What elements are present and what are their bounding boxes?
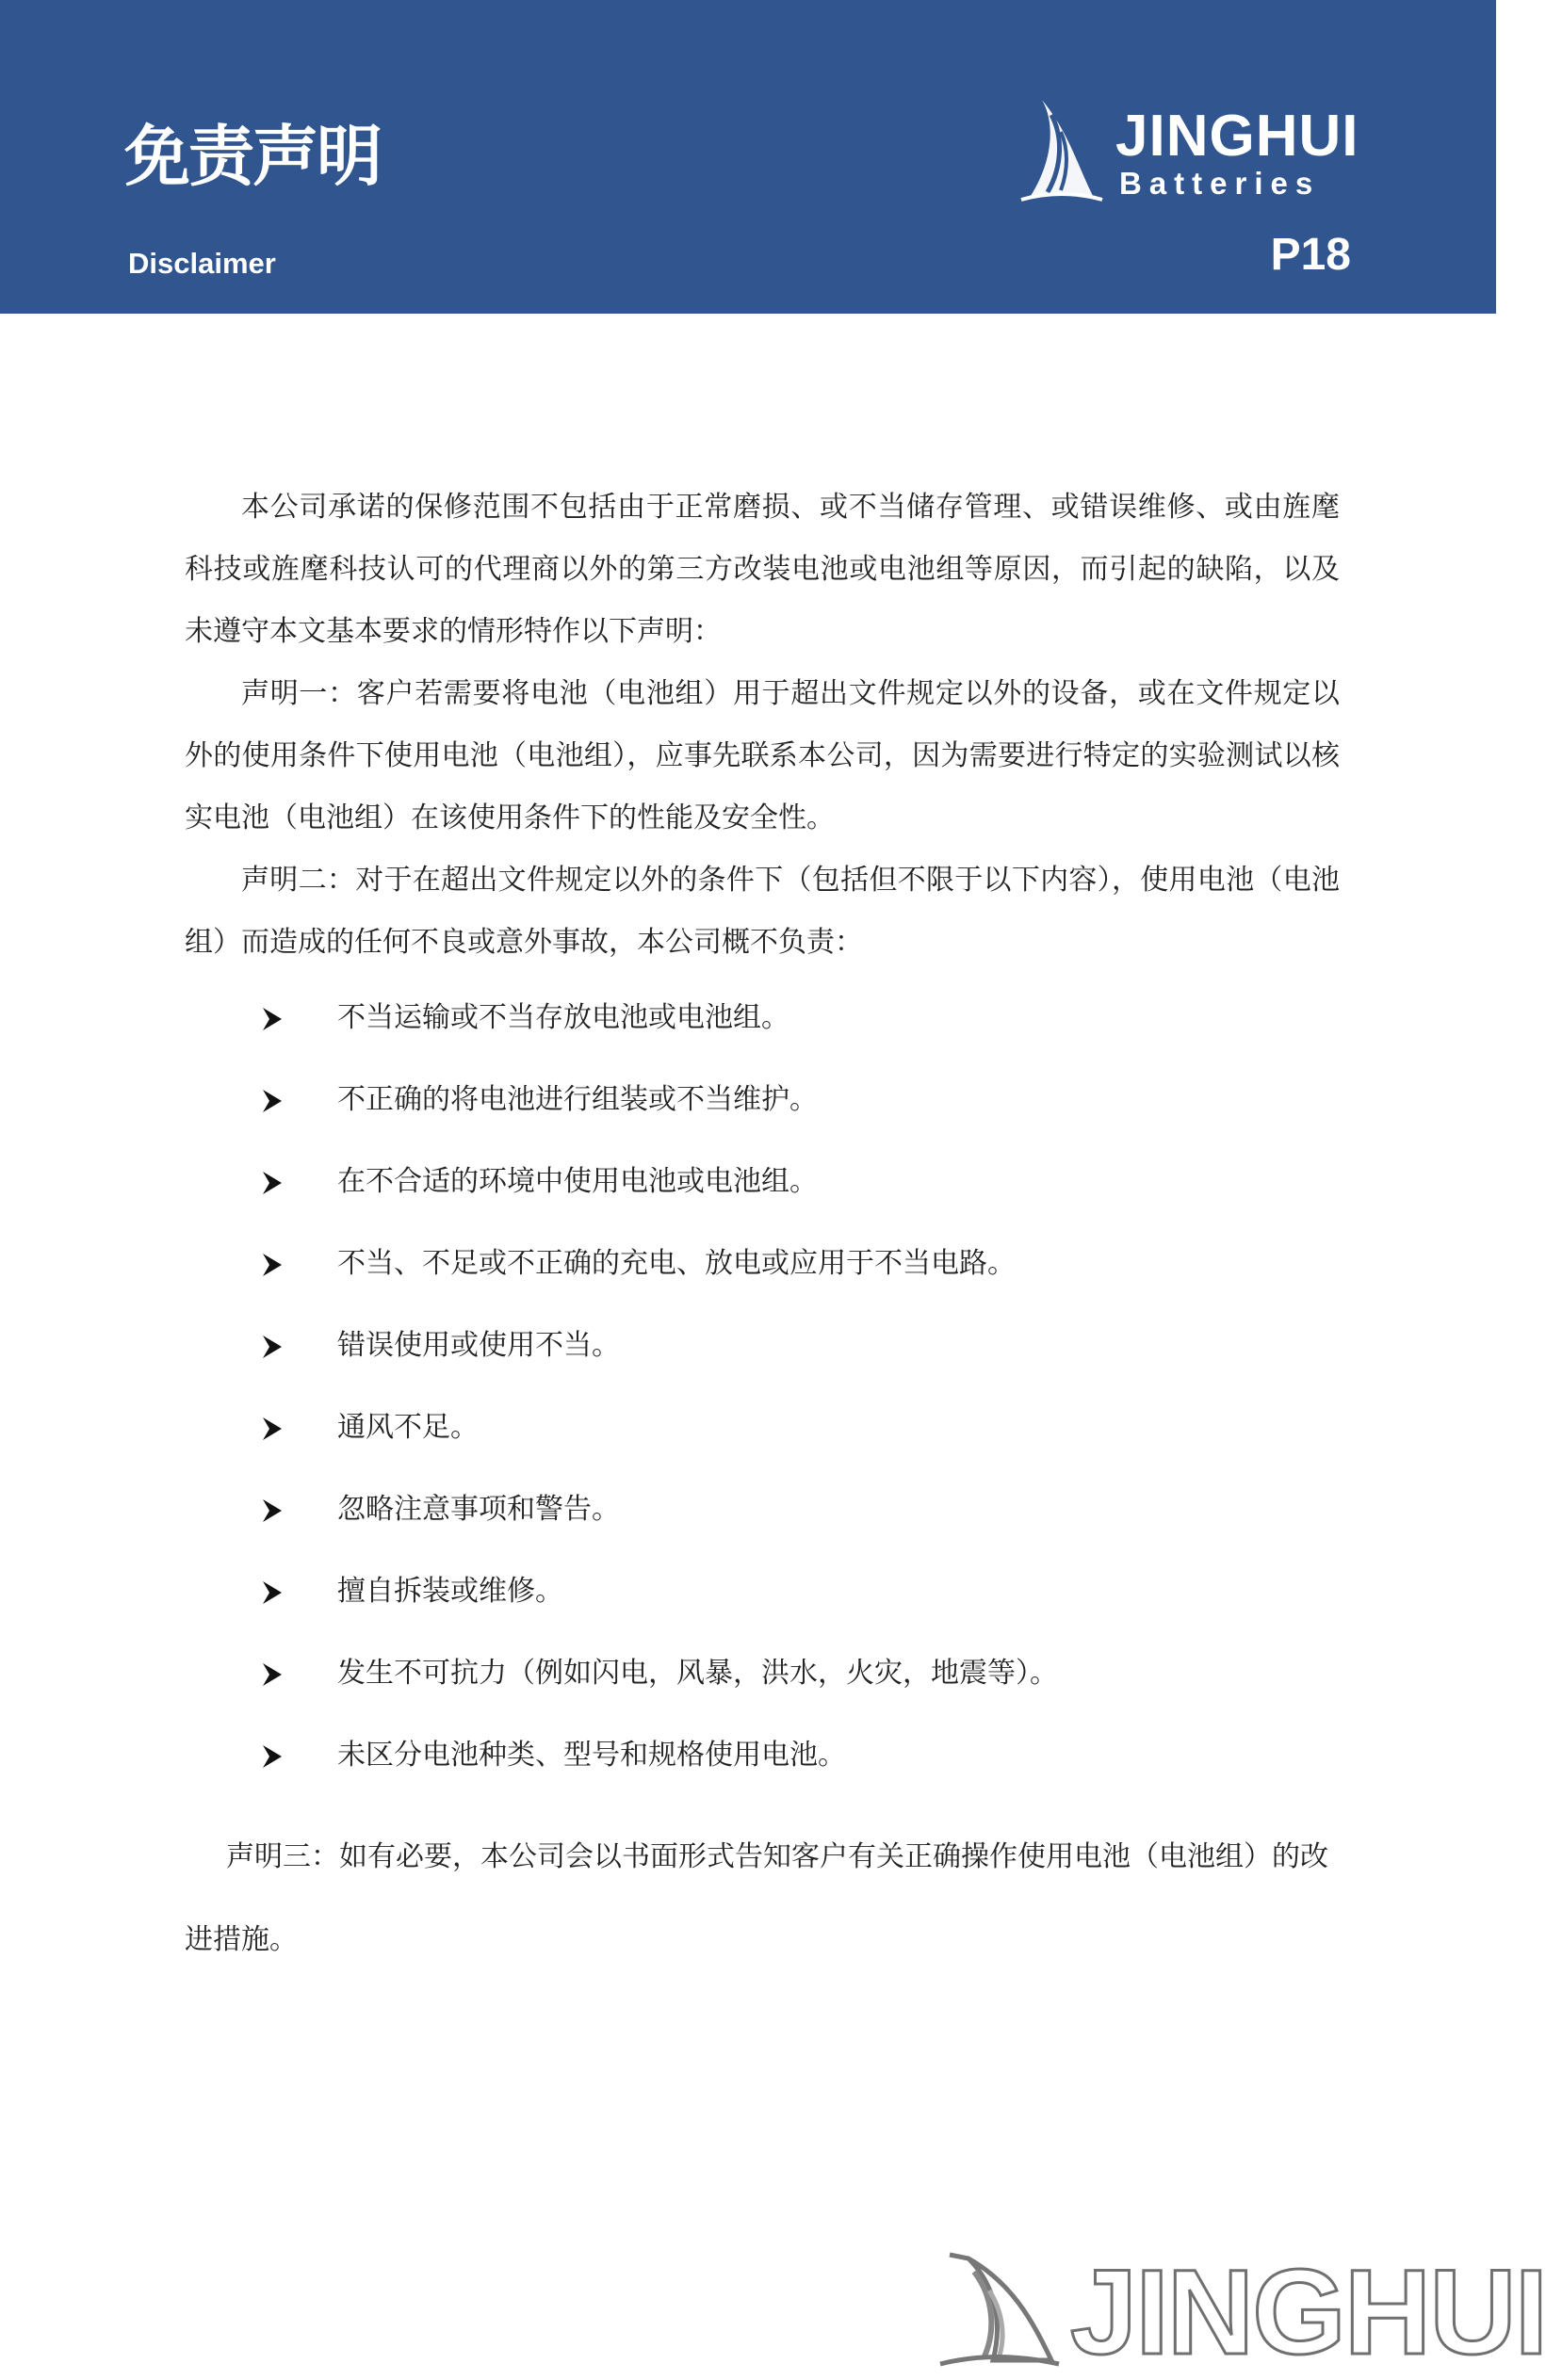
list-item xyxy=(185,1724,1340,1806)
list-item xyxy=(185,1561,1340,1643)
list-item xyxy=(185,1233,1340,1315)
list-item-text: 在不合适的环境中使用电池或电池组。 xyxy=(337,1165,818,1198)
chevron-right-icon xyxy=(260,1498,285,1524)
list-item xyxy=(185,987,1340,1069)
condition-list xyxy=(185,987,1340,1806)
list-item-text: 不当运输或不当存放电池或电池组。 xyxy=(337,1001,789,1034)
list-item xyxy=(185,1069,1340,1151)
list-item xyxy=(185,1397,1340,1479)
page-title: 免责声明 xyxy=(124,118,381,195)
page-number: P18 xyxy=(1270,230,1351,280)
footer-brand-name: JINGHUI xyxy=(1070,2245,1546,2380)
brand-name: JINGHUI xyxy=(1115,104,1359,169)
list-item-text: 不正确的将电池进行组装或不当维护。 xyxy=(337,1083,818,1116)
sailboat-logo-icon xyxy=(1010,94,1104,207)
list-item-text: 未区分电池种类、型号和规格使用电池。 xyxy=(337,1739,846,1772)
chevron-right-icon xyxy=(260,1170,285,1196)
list-item xyxy=(185,1643,1340,1724)
statement-3: 声明三：如有必要，本公司会以书面形式告知客户有关正确操作使用电池（电池组）的改进措施。 xyxy=(185,1840,1328,1956)
chevron-right-icon xyxy=(260,1661,285,1688)
intro-paragraph: 本公司承诺的保修范围不包括由于正常磨损、或不当储存管理、或错误维修、或由旌麾科技或旌麾科技认可的代理商以外的第三方改装电池或电池组等原因，而引起的缺陷，以及未遵守本文基本要求的情形特作以下声明： xyxy=(185,491,1340,648)
statement-2: 声明二：对于在超出文件规定以外的条件下（包括但不限于以下内容），使用电池（电池组）而造成的任何不良或意外事故，本公司概不负责： xyxy=(185,864,1340,959)
chevron-right-icon xyxy=(260,1416,285,1442)
chevron-right-icon xyxy=(260,1743,285,1770)
disclaimer-body xyxy=(185,477,1340,1982)
chevron-right-icon xyxy=(260,1006,285,1032)
chevron-right-icon xyxy=(260,1334,285,1360)
sailboat-logo-icon xyxy=(931,2249,1063,2369)
statement-1: 声明一：客户若需要将电池（电池组）用于超出文件规定以外的设备，或在文件规定以外的使用条件下使用电池（电池组），应事先联系本公司，因为需要进行特定的实验测试以核实电池（电池组）在该使用条件下的性能及安全性。 xyxy=(185,677,1340,834)
list-item xyxy=(185,1151,1340,1233)
list-item-text: 通风不足。 xyxy=(337,1411,479,1444)
chevron-right-icon xyxy=(260,1252,285,1278)
brand-logo xyxy=(1010,94,1359,207)
footer-logo xyxy=(931,2245,1546,2380)
page-subtitle: Disclaimer xyxy=(128,247,276,280)
list-item-text: 发生不可抗力（例如闪电，风暴，洪水，火灾，地震等）。 xyxy=(337,1657,1058,1690)
list-item xyxy=(185,1315,1340,1397)
list-item xyxy=(185,1479,1340,1561)
chevron-right-icon xyxy=(260,1088,285,1114)
brand-subtitle: Batteries xyxy=(1119,166,1321,201)
list-item-text: 擅自拆装或维修。 xyxy=(337,1575,563,1608)
list-item-text: 忽略注意事项和警告。 xyxy=(337,1493,620,1526)
chevron-right-icon xyxy=(260,1579,285,1606)
list-item-text: 错误使用或使用不当。 xyxy=(337,1329,620,1362)
header-banner xyxy=(0,0,1496,314)
list-item-text: 不当、不足或不正确的充电、放电或应用于不当电路。 xyxy=(337,1247,1016,1280)
